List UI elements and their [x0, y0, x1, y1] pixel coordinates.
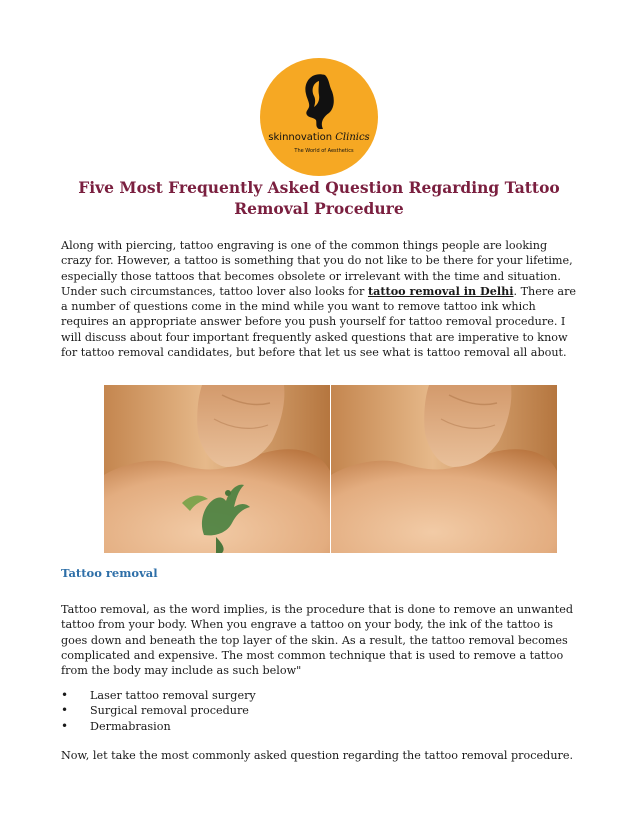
- clinic-logo: [259, 57, 379, 177]
- intro-paragraph: [61, 238, 581, 360]
- logo-tagline: The World of Aesthetics: [294, 148, 354, 154]
- before-tattoo-removal-image: [104, 385, 330, 553]
- after-tattoo-removal-image: [331, 385, 557, 553]
- removal-methods-list: [61, 688, 256, 734]
- list-item: • Laser tattoo removal surgery: [61, 688, 256, 703]
- section-heading-tattoo-removal: Tattoo removal: [61, 566, 158, 580]
- page-title: Five Most Frequently Asked Question Regarding Tattoo Removal Procedure: [78, 178, 560, 218]
- section-body-paragraph: Tattoo removal, as the word implies, is the procedure that is done to remove an unwanted tattoo from your body. When you engrave a tattoo on your body, the ink of the tattoo is goes down and beneath the top layer of the skin. As a result, the tattoo removal becomes complicated and expensive. The most common technique that is used to remove a tattoo from the body may include as such below": [61, 603, 573, 678]
- logo-brand-text: skinnovation Clinics: [268, 132, 370, 143]
- closing-paragraph: Now, let take the most commonly asked question regarding the tattoo removal procedure.: [61, 749, 574, 762]
- intro-text-2: . There are a number of questions come in the mind while you want to remove tattoo ink which requires an appropriate answer before you push yourself for tattoo removal procedure. I will discuss about four important frequently asked questions that are imperative to know for tattoo removal candidates, but before that let us see what is tattoo removal all about.: [61, 284, 577, 360]
- intro-text-1: Along with piercing, tattoo engraving is one of the common things people are looking crazy for. However, a tattoo is something that you do not like to be there for your lifetime, especially those tattoos that becomes obsolete or irrelevant with the time and situation. Under such circumstances, tattoo lover also looks for: [61, 239, 573, 298]
- list-item: • Surgical removal procedure: [61, 703, 256, 718]
- list-item: • Dermabrasion: [61, 719, 256, 734]
- tattoo-removal-delhi-link[interactable]: tattoo removal in Delhi: [367, 283, 514, 298]
